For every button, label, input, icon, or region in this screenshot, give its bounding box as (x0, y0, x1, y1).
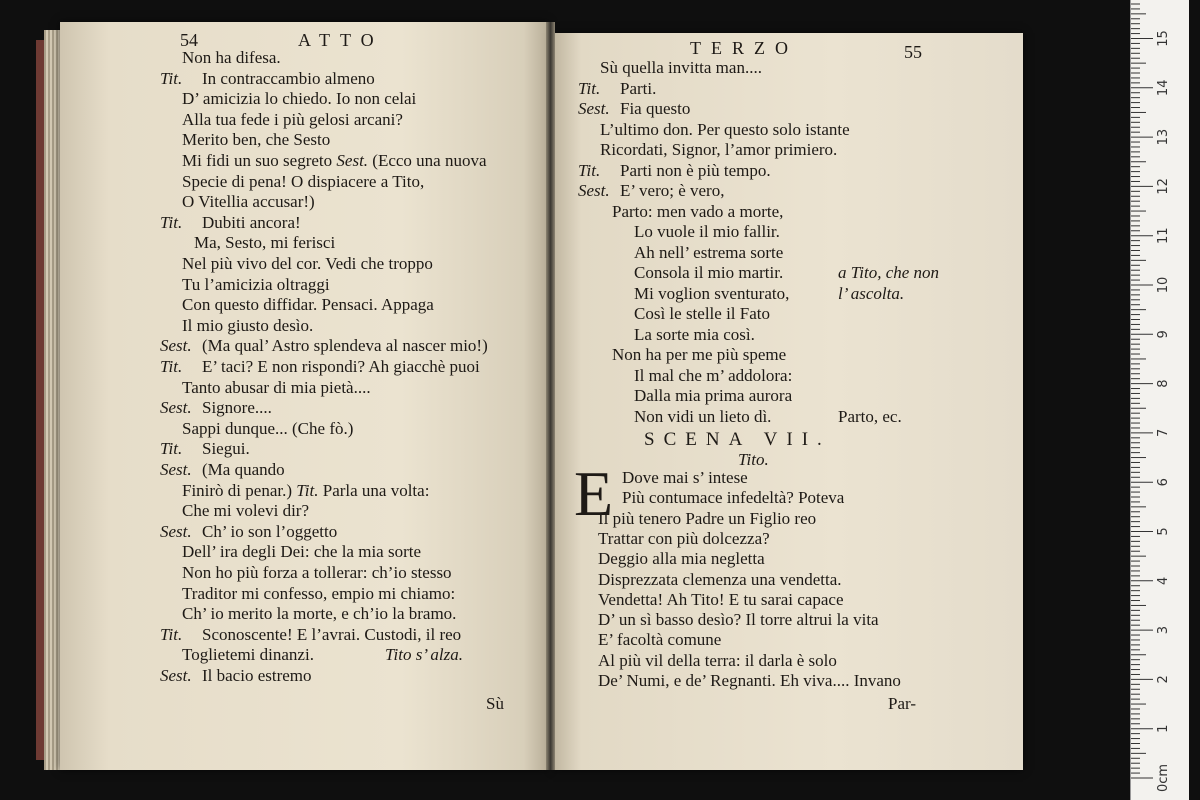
stage-direction: Tito s’ alza. (385, 645, 463, 665)
right-page-line (600, 58, 762, 78)
verse-text: Non vidi un lieto dì. (634, 406, 772, 426)
left-page-line (182, 378, 371, 398)
right-page-line (634, 304, 770, 324)
right-page-line (600, 120, 850, 140)
verse-text: Dubiti ancora! (202, 212, 301, 232)
verse-text: Dell’ ira degli Dei: che la mia sorte (182, 542, 422, 562)
ruler-label: 15 (1156, 30, 1171, 47)
left-page-line (202, 625, 461, 645)
verse-text: Mi voglion sventurato, (634, 283, 790, 303)
left-page-line (182, 419, 353, 439)
verse-text: Non ha per me più speme (612, 345, 787, 364)
scene-line: E’ facoltà comune (598, 630, 722, 650)
verse-text: Consola il mio martir. (634, 263, 784, 282)
ruler-label: 12 (1156, 178, 1171, 195)
speaker-label: Tit. (578, 78, 601, 98)
right-page-line (612, 202, 783, 222)
left-page-line (182, 542, 421, 562)
verse-text: Sù quella invitta man.... (600, 58, 762, 77)
verse-text: Che mi volevi dir? (182, 501, 310, 521)
ruler-label: 14 (1156, 79, 1171, 97)
ruler-label: 13 (1156, 128, 1171, 146)
left-page-line (202, 666, 312, 686)
ruler-label: 1 (1156, 724, 1171, 733)
speaker-label: Tit. (160, 624, 183, 644)
speaker-label: Sest. (578, 99, 610, 118)
left-page-line (182, 192, 315, 212)
verse-text: Dalla mia prima aurora (634, 386, 793, 405)
left-page-line (182, 295, 434, 315)
left-page-line (182, 172, 424, 192)
ruler-label: 9 (1156, 330, 1171, 339)
scene-line: Vendetta! Ah Tito! E tu sarai capace (598, 589, 844, 609)
stage-direction: Parto, ec. (838, 406, 902, 426)
verse-text: Mi fidi un suo segreto (182, 151, 333, 170)
verse-text: (Ma quando (202, 460, 285, 479)
ruler-scale (1131, 0, 1189, 800)
stage-direction: l’ ascolta. (838, 283, 905, 303)
verse-text: Fia questo (620, 99, 691, 118)
scene-line: D’ un sì basso desìo? Il torre altrui la vita (598, 610, 879, 630)
speaker-label: Sest. (160, 666, 192, 685)
left-page-number: 54 (180, 30, 198, 50)
left-page-line (182, 563, 452, 583)
right-catchword: Par- (888, 694, 916, 713)
right-page-line (634, 284, 789, 304)
speaker-label: Sest. (160, 460, 192, 479)
right-page-line (634, 243, 783, 263)
left-page-line (202, 69, 375, 89)
right-page-line (634, 366, 792, 386)
ruler-label: 8 (1156, 379, 1171, 388)
scene-character: Tito. (738, 450, 769, 469)
ruler-label: 5 (1156, 527, 1171, 536)
speaker-label: Tit. (160, 357, 183, 376)
ruler-label: 4 (1156, 576, 1171, 585)
speaker-label: Sest. (160, 521, 192, 541)
right-running-head: TERZO (690, 38, 798, 58)
speaker-label: Tit. (578, 160, 601, 180)
scene-line: Disprezzata clemenza una vendetta. (598, 569, 842, 589)
left-page-line (182, 48, 281, 68)
right-page-line (634, 325, 755, 345)
left-page-line (182, 645, 314, 665)
left-page-line (182, 130, 330, 150)
verse-text: L’ultimo don. Per questo solo istante (600, 119, 850, 139)
left-page-line (202, 398, 272, 418)
verse-text: Ma, Sesto, mi ferisci (194, 233, 336, 253)
left-page-line (202, 357, 480, 377)
verse-text: Così le stelle il Fato (634, 304, 770, 323)
scene-line: Deggio alla mia negletta (598, 549, 765, 569)
verse-text: Merito ben, che Sesto (182, 130, 331, 150)
left-page-line (194, 233, 335, 253)
verse-text: Sconoscente! E l’avrai. Custodi, il reo (202, 624, 462, 644)
left-page-line (182, 481, 429, 501)
left-page-line (182, 89, 416, 109)
right-page-line (634, 386, 792, 406)
left-page-line (202, 460, 285, 480)
verse-text: Signore.... (202, 398, 272, 418)
left-page-line (202, 522, 337, 542)
verse-text: Finirò di penar.) (182, 480, 293, 500)
left-page-line (182, 275, 330, 295)
ruler-label: 2 (1156, 675, 1171, 684)
verse-text: Nel più vivo del cor. Vedi che troppo (182, 254, 433, 273)
left-running-head: ATTO (298, 30, 384, 50)
left-page-line (182, 501, 309, 521)
ruler-label: 0cm (1156, 763, 1171, 793)
scene-line: Dove mai s’ intese (622, 468, 748, 487)
ruler-label: 6 (1156, 478, 1171, 487)
verse-text: Non ho più forza a tollerar: ch’io stesso (182, 563, 452, 582)
left-page-line (202, 439, 250, 459)
verse-text: Toglietemi dinanzi. (182, 645, 314, 665)
stage-direction: a Tito, che non (838, 263, 940, 282)
verse-text: Ah nell’ estrema sorte (634, 242, 784, 262)
scene-line: Trattar con più dolcezza? (598, 528, 770, 548)
right-page-line (634, 222, 780, 242)
scene-title: SCENA VII. (644, 429, 831, 450)
verse-text: Specie di pena! O dispiacere a Tito, (182, 171, 425, 191)
scene-line: Il più tenero Padre un Figlio reo (598, 508, 817, 528)
verse-text: E’ vero; è vero, (620, 181, 725, 200)
verse-text: D’ amicizia lo chiedo. Io non celai (182, 89, 417, 109)
ruler-label: 7 (1156, 428, 1171, 438)
scene-line: Più contumace infedeltà? Poteva (622, 488, 845, 508)
verse-text: Ch’ io son l’oggetto (202, 521, 338, 541)
speaker-label: Tit. (160, 212, 183, 232)
verse-text: Tanto abusar di mia pietà.... (182, 377, 371, 397)
drop-cap: E (574, 458, 614, 529)
verse-text: Traditor mi confesso, empio mi chiamo: (182, 583, 456, 603)
verse-text: Il mal che m’ addolora: (634, 365, 793, 385)
verse-text: Il mio giusto desìo. (182, 315, 314, 335)
speaker-label: Tit. (160, 68, 183, 88)
verse-text: Parla una volta: (322, 480, 430, 500)
left-page-line (182, 151, 487, 171)
verse-text: (Ecco una nuova (372, 151, 487, 170)
book-gutter (546, 22, 555, 770)
verse-text: Parto: men vado a morte, (612, 201, 784, 221)
right-page-line (612, 345, 786, 365)
right-page-line (620, 161, 771, 181)
scene-line: De’ Numi, e de’ Regnanti. Eh viva.... Invano (598, 671, 901, 690)
verse-text: Sappi dunque... (Che fò.) (182, 418, 354, 438)
speaker-label: Sest. (160, 336, 192, 356)
speaker-label: Tit. (292, 480, 323, 500)
verse-text: In contraccambio almeno (202, 68, 375, 88)
speaker-label: Sest. (578, 181, 610, 200)
verse-text: Siegui. (202, 439, 250, 459)
ruler-label: 11 (1156, 227, 1171, 244)
left-page-line (182, 110, 403, 130)
right-page-line (620, 99, 690, 119)
verse-text: Ch’ io merito la morte, e ch’io la bramo. (182, 604, 457, 624)
verse-text: Lo vuole il mio fallir. (634, 222, 780, 241)
speaker-label: Sest. (160, 398, 192, 418)
right-page-line (634, 263, 783, 283)
scene-line: Al più vil della terra: il darla è solo (598, 650, 837, 670)
verse-text: La sorte mia così. (634, 324, 755, 344)
ruler-label: 10 (1156, 276, 1171, 294)
verse-text: Ricordati, Signor, l’amor primiero. (600, 140, 838, 159)
right-page-number: 55 (904, 42, 922, 62)
speaker-label: Sest. (332, 151, 373, 170)
left-page-line (182, 254, 433, 274)
ruler-label: 3 (1156, 625, 1171, 635)
verse-text: Alla tua fede i più gelosi arcani? (182, 109, 403, 129)
verse-text: Parti. (620, 78, 657, 98)
right-page-line (620, 79, 656, 99)
verse-text: (Ma qual’ Astro splendeva al nascer mio!) (202, 336, 488, 356)
speaker-label: Tit. (160, 439, 183, 459)
left-page-line (182, 316, 313, 336)
right-page-line (634, 407, 771, 427)
left-catchword: Sù (486, 694, 504, 713)
verse-text: E’ taci? E non rispondi? Ah giacchè puoi (202, 357, 480, 376)
left-page-line (202, 213, 301, 233)
right-page-line (600, 140, 837, 160)
verse-text: Parti non è più tempo. (620, 160, 771, 180)
verse-text: Non ha difesa. (182, 48, 281, 67)
left-page-line (202, 336, 488, 356)
measuring-ruler (1130, 0, 1189, 800)
left-page-line (182, 604, 456, 624)
verse-text: Con questo diffidar. Pensaci. Appaga (182, 295, 434, 315)
left-page-line (182, 584, 455, 604)
verse-text: Il bacio estremo (202, 666, 312, 685)
verse-text: Tu l’amicizia oltraggi (182, 274, 330, 294)
verse-text: O Vitellia accusar!) (182, 192, 315, 212)
right-page-line (620, 181, 724, 201)
